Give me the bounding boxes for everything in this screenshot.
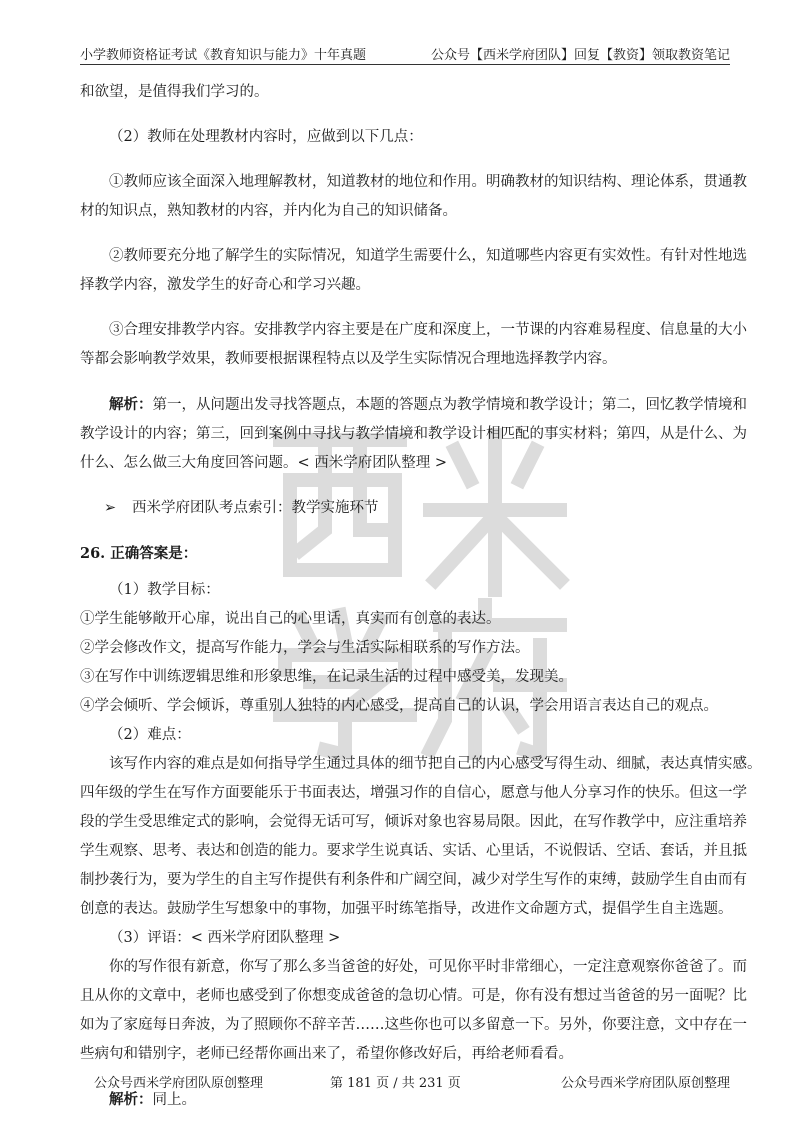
text-line: 择教学内容，激发学生的好奇心和学习兴趣。	[80, 277, 370, 293]
footer-right: 公众号西米学府团队原创整理	[560, 1076, 730, 1091]
text-line: ②学会修改作文，提高写作能力，学会与生活实际相联系的写作方法。	[80, 640, 530, 656]
question-heading: 26. 正确答案是：	[80, 545, 198, 562]
text-line: （2）难点：	[109, 727, 191, 743]
text-line: 如为了家庭每日奔波，为了照顾你不辞辛苦……这些你也可以多留意一下。另外，你要注意，文中存在一	[80, 1017, 747, 1033]
text-line: ④学会倾听、学会倾诉，尊重别人独特的内心感受，提高自己的认识，学会用语言表达自己的观点。	[80, 698, 718, 714]
text-line: 段的学生受思维定式的影响，会觉得无话可写，倾诉对象也容易局限。因此，在写作教学中，应注重培养	[80, 814, 747, 830]
arrow-bullet-icon: ➢	[104, 500, 117, 516]
text-line: ①学生能够敞开心扉，说出自己的心里话，真实而有创意的表达。	[80, 611, 501, 627]
text-line: 学生观察、思考、表达和创造的能力。要求学生说真话、实话、心里话，不说假话、空话、套话，并且抵	[80, 843, 747, 859]
analysis-label: 解析：	[109, 396, 153, 413]
footer-left: 公众号西米学府团队原创整理	[94, 1076, 264, 1091]
source-tag: < 西米学府团队整理 >	[190, 930, 341, 946]
text-line: 制抄袭行为，要为学生的自主写作提供有利条件和广阔空间，减少对学生写作的束缚，鼓励学生自由而有	[80, 872, 747, 888]
analysis-text: 同上。	[152, 1092, 196, 1108]
page-header	[80, 42, 730, 65]
text-segment: 什么、怎么做三大角度回答问题。	[80, 455, 298, 471]
analysis-line	[80, 390, 747, 420]
text-line: 且从你的文章中，老师也感受到了你想变成爸爸的急切心情。可是，你有没有想过当爸爸的另一面呢？比	[80, 988, 747, 1004]
text-line: 四年级的学生在写作方面要能乐于书面表达，增强习作的自信心，愿意与他人分享习作的快乐。但这一学	[80, 785, 747, 801]
text-line	[80, 924, 730, 953]
text-line: 你的写作很有新意，你写了那么多当爸爸的好处，可见你平时非常细心，一定注意观察你爸爸了。而	[109, 959, 747, 975]
text-segment: （3）评语：	[109, 930, 191, 946]
text-line: 该写作内容的难点是如何指导学生通过具体的细节把自己的内心感受写得生动、细腻，表达真情实感。	[109, 756, 762, 772]
index-text: 西米学府团队考点索引：教学实施环节	[132, 500, 379, 516]
text-line: ③合理安排教学内容。安排教学内容主要是在广度和深度上，一节课的内容难易程度、信息量的大小	[109, 322, 747, 338]
header-promo: 公众号【西米学府团队】回复【教资】领取教资笔记	[430, 48, 730, 63]
page-footer	[80, 1072, 730, 1092]
document-body	[80, 78, 762, 1115]
text-line: （2）教师在处理教材内容时，应做到以下几点：	[109, 129, 423, 145]
text-line: （1）教学目标：	[109, 582, 220, 598]
text-line: 材的知识点，熟知教材的内容，并内化为自己的知识储备。	[80, 203, 457, 219]
index-bullet-line	[80, 494, 730, 523]
text-line	[80, 449, 730, 478]
header-title: 小学教师资格证考试《教育知识与能力》十年真题	[80, 48, 367, 63]
text-line: 和欲望，是值得我们学习的。	[80, 84, 269, 100]
text-line: ②教师要充分地了解学生的实际情况，知道学生需要什么，知道哪些内容更有实效性。有针对性地选	[109, 248, 747, 264]
analysis-label: 解析：	[109, 1091, 153, 1108]
text-line: 创意的表达。鼓励学生写想象中的事物，加强平时练笔指导，改进作文命题方式，提倡学生自主选题。	[80, 901, 733, 917]
analysis-text: 第一，从问题出发寻找答题点，本题的答题点为教学情境和教学设计；第二，回忆教学情境和	[152, 397, 747, 413]
page-number: 第 181 页 / 共 231 页	[330, 1076, 461, 1091]
text-line: ①教师应该全面深入地理解教材，知道教材的地位和作用。明确教材的知识结构、理论体系，贯通教	[109, 174, 747, 190]
text-line: ③在写作中训练逻辑思维和形象思维，在记录生活的过程中感受美，发现美。	[80, 669, 573, 685]
source-tag: < 西米学府团队整理 >	[297, 455, 448, 471]
text-line: 教学设计的内容；第三，回到案例中寻找与教学情境和教学设计相匹配的事实材料；第四，从是什么、为	[80, 426, 747, 442]
text-line: 些病句和错别字，老师已经帮你画出来了，希望你修改好后，再给老师看看。	[80, 1046, 573, 1062]
text-line: 等都会影响教学效果，教师要根据课程特点以及学生实际情况合理地选择教学内容。	[80, 351, 617, 367]
